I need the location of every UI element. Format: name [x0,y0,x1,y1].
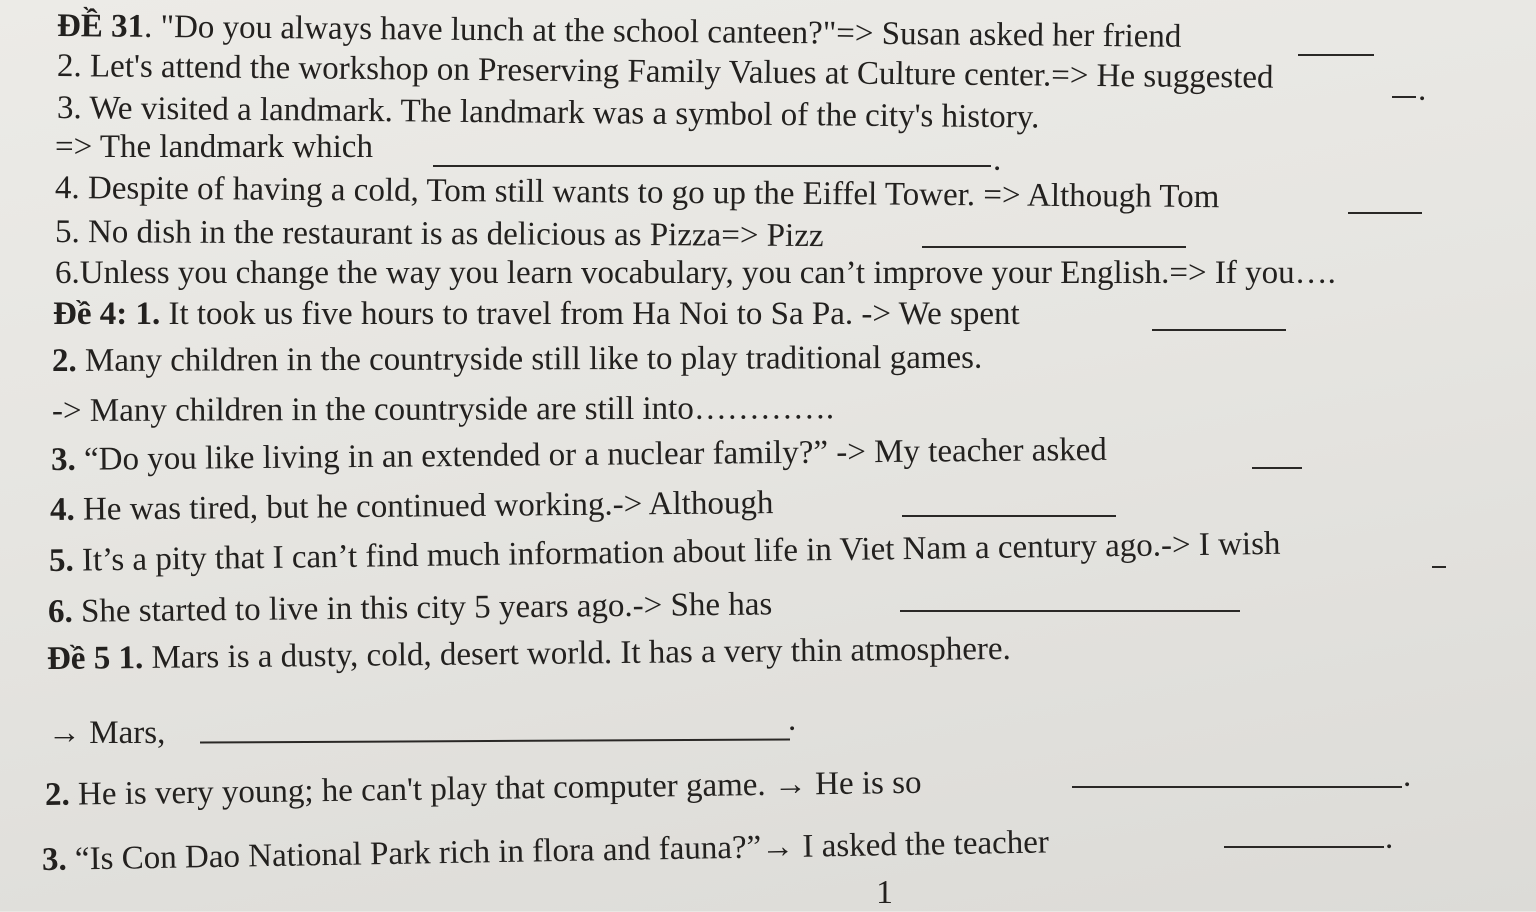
de31-q3b-end: . [993,142,1002,178]
de5-q3-text: “Is Con Dao National Park rich in flora and fauna?”→ I asked the teacher [66,824,1050,878]
de5-q2-text: He is very young; he can't play that computer game. → He is so [69,764,922,813]
de4-q5-num: 5. [48,542,74,579]
de4-heading: Đề 4: 1. [53,296,161,332]
de4-q4 [50,483,774,530]
de5-q2-blank [1072,786,1402,788]
de4-q2b [52,388,834,431]
de31-q5-text: 5. No dish in the restaurant is as delicious as Pizza=> Pizz [54,214,824,255]
de4-q6-num: 6. [47,593,73,630]
page-number: 1 [876,874,893,911]
de4-q5 [49,524,1281,581]
de31-q2-end: . [1418,72,1427,108]
de4-q3-blank [1252,467,1302,469]
de31-q6 [55,253,1336,293]
de31-heading: ĐỀ 31 [56,8,145,45]
de4-q4-blank [902,515,1116,517]
de31-q2-text: 2. Let's attend the workshop on Preserving Family Values at Culture center.=> He suggested [56,48,1274,96]
de31-q4-blank [1348,212,1422,214]
de4-q5-blank [1432,566,1446,568]
de5-q3-end: . [1385,820,1394,856]
de31-q4-text: 4. Despite of having a cold, Tom still wants to go up the Eiffel Tower. => Although Tom [54,170,1220,216]
de4-q6-text: She started to live in this city 5 years ago.-> She has [72,586,773,630]
de4-q2b-text: -> Many children in the countryside are still into [51,390,694,429]
de4-q3 [51,430,1107,480]
de5-heading: Đề 5 1. [46,639,144,677]
de31-q3b [55,127,373,167]
de4-q3-num: 3. [50,441,76,478]
de4-q4-text: He was tired, but he continued working.-> Although [74,485,774,528]
de31-q1-text: . "Do you always have lunch at the school canteen?"=> Susan asked her friend [143,8,1182,55]
de4-q3-text: “Do you like living in an extended or a nuclear family?” -> My teacher asked [75,431,1108,478]
de5-q2-num: 2. [44,776,70,813]
de5-q2 [45,763,922,815]
de5-q1b-end: . [788,702,797,738]
de5-q3 [42,822,1050,880]
de5-q2-end: . [1403,758,1412,794]
de4-q6 [48,584,773,632]
de5-q1-text: Mars is a dusty, cold, desert world. It has a very thin atmosphere. [143,630,1011,676]
de5-q1b-text: → Mars, [48,715,166,751]
de5-q1 [47,629,1011,679]
de5-q1b-blank [200,738,790,743]
de31-q6-text: 6.Unless you change the way you learn vocabulary, you can’t improve your English.=> If you…. [55,255,1336,291]
de4-q5-text: It’s a pity that I can’t find much information about life in Viet Nam a century ago.-> I wish [73,525,1281,579]
de31-q4 [55,168,1220,217]
de4-q2b-dots: …………. [693,390,835,427]
de4-q4-num: 4. [49,491,75,528]
de4-q2-num: 2. [51,342,77,379]
de31-q5-blank [922,246,1186,248]
de5-q3-num: 3. [41,841,68,878]
de4-q2 [52,338,982,381]
de31-q3b-blank [433,165,991,167]
de4-q2-text: Many children in the countryside still like to play traditional games. [76,339,983,379]
de31-q5 [55,212,824,256]
de4-q1 [53,294,1020,334]
de5-q3-blank [1224,846,1384,848]
de31-q2-blank [1392,96,1416,98]
de5-q1b [48,713,165,753]
de31-q3-text: 3. We visited a landmark. The landmark was a symbol of the city's history. [56,90,1040,136]
de4-q1-text: It took us five hours to travel from Ha Noi to Sa Pa. -> We spent [160,296,1020,332]
de31-q3b-text: => The landmark which [55,129,373,165]
de4-q1-blank [1152,329,1286,331]
de31-q1-blank [1298,54,1374,56]
de4-q6-blank [900,610,1240,612]
